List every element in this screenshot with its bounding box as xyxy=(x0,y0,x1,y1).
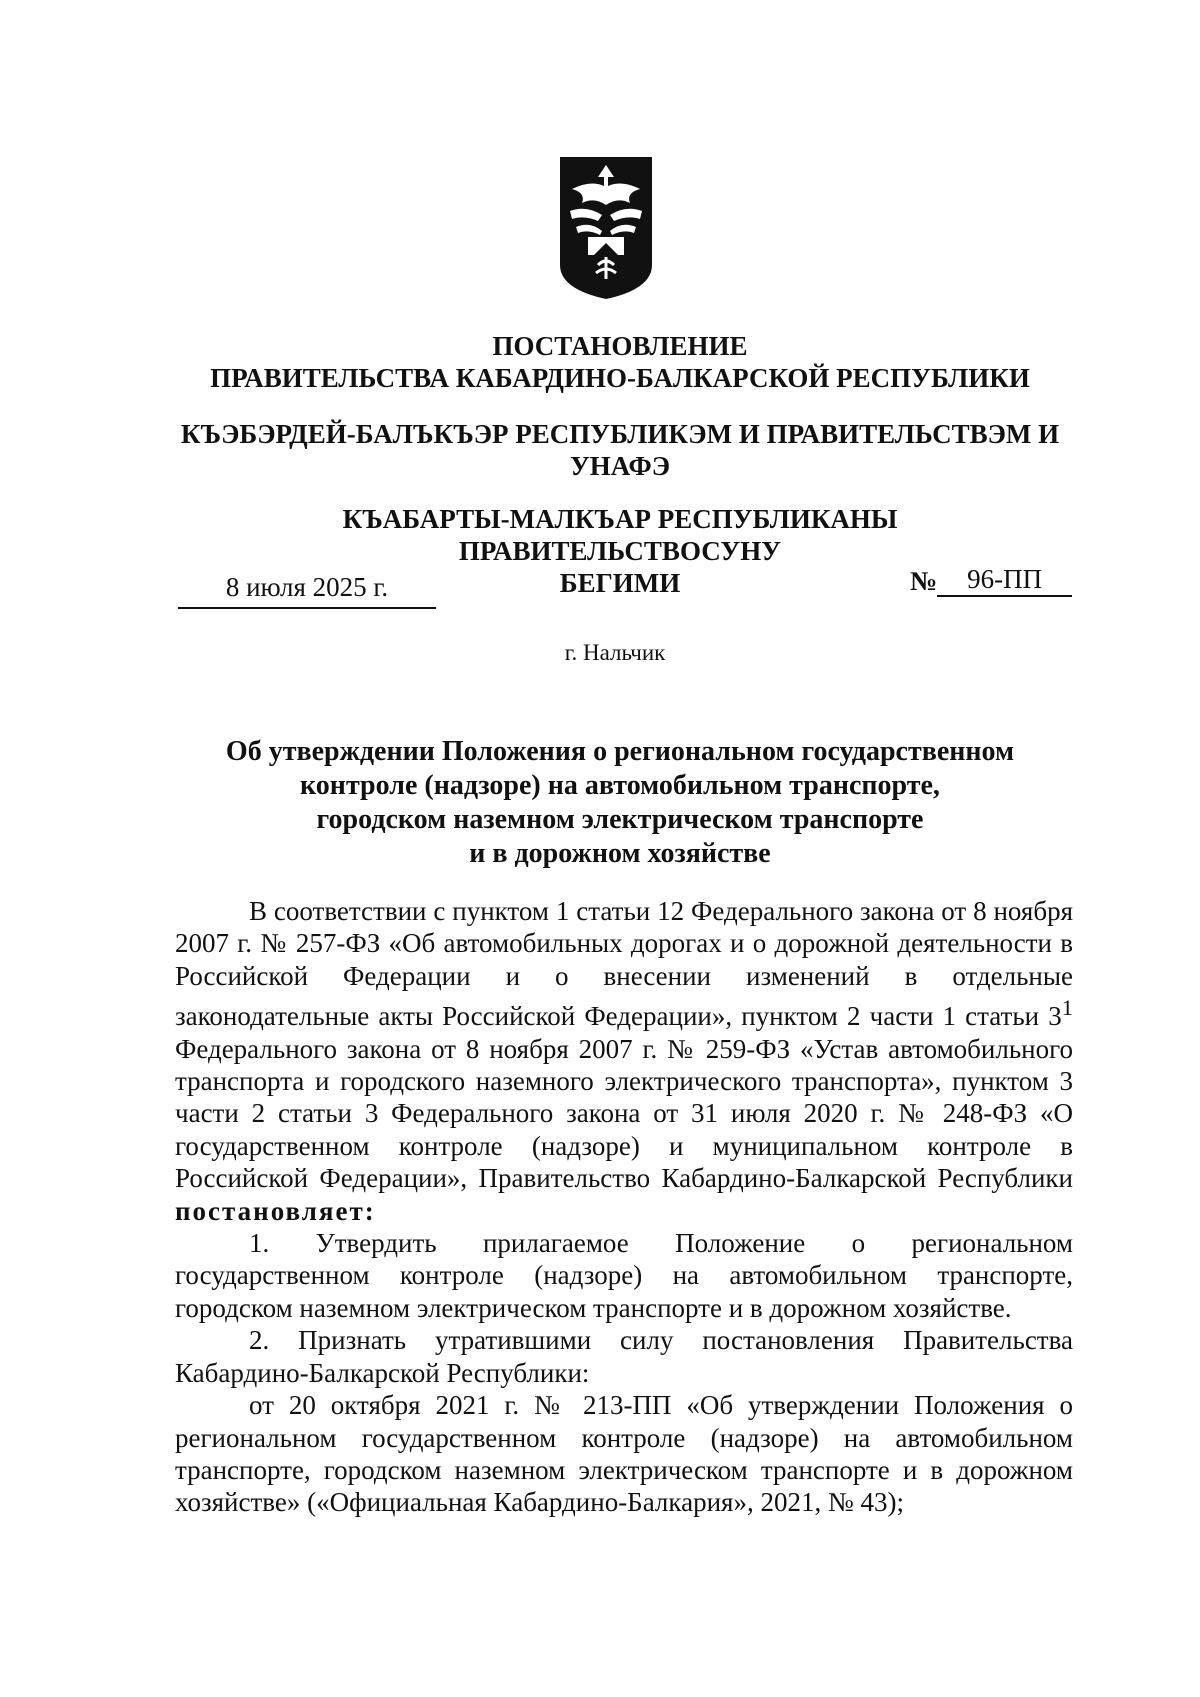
number-sign: № xyxy=(910,566,938,596)
document-title xyxy=(200,735,1040,871)
preamble-text-cont: Федерального закона от 8 ноября 2007 г. № 259-ФЗ «Устав автомобильного транспорта и городского наземного электрического транспорта», пунктом 3 части 2 статьи 3 Федерального закона от 31 июля 2020 г. № 248-ФЗ «О государственном контроле (надзоре) и муниципальном контроле в Российской Федерации», Правительство Кабардино-Балкарской Республики xyxy=(175,1033,1073,1194)
title-line: и в дорожном хозяйстве xyxy=(469,838,771,869)
paragraph-item-2: 2. Признать утратившими силу постановления Правительства Кабардино-Балкарской Республики: xyxy=(175,1325,1073,1388)
number-value: 96-ПП xyxy=(937,563,1072,597)
title-line: контроле (надзоре) на автомобильном транспорте, xyxy=(300,770,940,801)
resolution-keyword: постановляет: xyxy=(175,1195,376,1226)
header-kabardian xyxy=(180,418,1060,482)
paragraph-preamble xyxy=(175,895,1073,1227)
document-date: 8 июля 2025 г. xyxy=(178,571,436,609)
title-line: Об утверждении Положения о региональном государственном xyxy=(225,736,1015,767)
paragraph-item-1: 1. Утвердить прилагаемое Положение о региональном государственном контроле (надзоре) на автомобильном транспорте, городском наземном электрическом транспорте и в дорожном хозяйстве. xyxy=(175,1228,1073,1323)
paragraph-item-2-sub: от 20 октября 2021 г. № 213-ПП «Об утверждении Положения о региональном государственном контроле (надзоре) на автомобильном транспорте, городском наземном электрическом транспорте и в дорожном хозяйстве» («Официальная Кабардино-Балкария», 2021, № 43); xyxy=(175,1390,1073,1518)
preamble-text: В соответствии с пунктом 1 статьи 12 Федерального закона от 8 ноября 2007 г. № 257-ФЗ «Об автомобильных дорогах и о дорожной деятельности в Российской Федерации и о внесении изменений в отдельные законодательные акты Российской Федерации», пунктом 2 части 1 статьи 3 xyxy=(175,896,1073,1032)
document-city: г. Нальчик xyxy=(564,640,666,665)
header-line: ПРАВИТЕЛЬСТВА КАБАРДИНО-БАЛКАРСКОЙ РЕСПУБЛИКИ xyxy=(210,363,1030,393)
document-number xyxy=(910,563,1072,597)
header-line: КЪАБАРТЫ-МАЛКЪАР РЕСПУБЛИКАНЫ ПРАВИТЕЛЬСТВОСУНУ xyxy=(342,504,898,566)
header-line: УНАФЭ xyxy=(569,451,671,481)
document-header xyxy=(180,330,1060,394)
title-line: городском наземном электрическом транспорте xyxy=(316,804,924,835)
header-line: ПОСТАНОВЛЕНИЕ xyxy=(492,331,748,361)
document-body xyxy=(175,895,1073,1519)
header-line: БЕГИМИ xyxy=(559,568,681,598)
header-line: КЪЭБЭРДЕЙ-БАЛЪКЪЭР РЕСПУБЛИКЭМ И ПРАВИТЕЛЬСТВЭМ И xyxy=(180,419,1060,449)
coat-of-arms-icon xyxy=(556,153,656,301)
superscript: 1 xyxy=(1061,995,1073,1021)
